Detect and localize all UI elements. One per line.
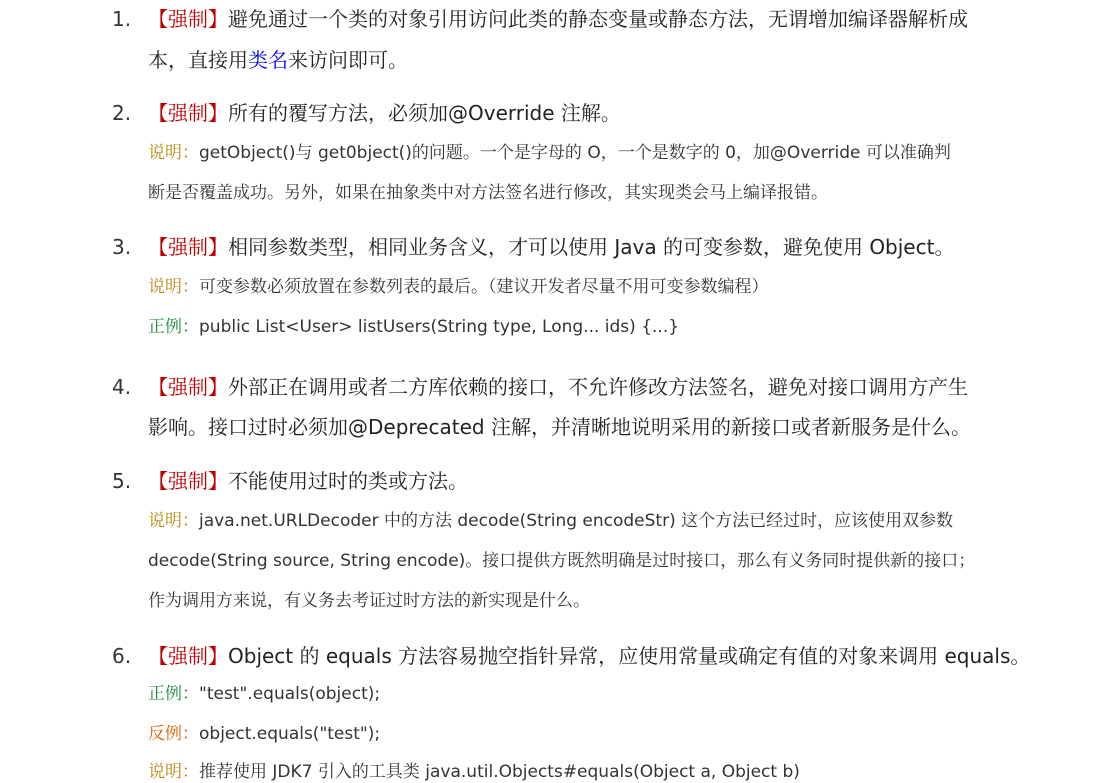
rule-number: 5. [112, 469, 132, 493]
rule-6-positive-example [148, 683, 380, 705]
rule-text: 所有的覆写方法，必须加@Override 注解。 [228, 101, 621, 125]
rule-1-line-1 [148, 7, 968, 31]
force-tag: 【强制】 [148, 644, 228, 668]
rule-3-note-line-1 [148, 276, 769, 298]
rule-2-note-line-1 [148, 142, 951, 164]
rule-text: 相同参数类型，相同业务含义，才可以使用 Java 的可变参数，避免使用 Object。 [228, 235, 955, 259]
force-tag: 【强制】 [148, 375, 228, 399]
rule-2-line-1 [148, 101, 621, 125]
rule-5-line-1 [148, 469, 468, 493]
rule-1-line-2 [148, 48, 408, 72]
negative-example-label: 反例： [148, 724, 199, 744]
rule-5-note-line-1 [148, 510, 953, 532]
rule-6-negative-example [148, 723, 380, 745]
rule-number: 2. [112, 101, 132, 125]
note-text: 推荐使用 JDK7 引入的工具类 java.util.Objects#equals(Object a, Object b) [199, 762, 800, 782]
note-label: 说明： [148, 277, 199, 297]
rule-number: 6. [112, 644, 132, 668]
rule-text: 来访问即可。 [288, 48, 408, 72]
rule-4-line-1 [148, 375, 968, 399]
example-code: "test".equals(object); [199, 684, 381, 704]
rule-6-note-line-1-partial [148, 761, 800, 783]
rule-6-line-1 [148, 644, 1030, 668]
rule-text: 不能使用过时的类或方法。 [228, 469, 468, 493]
rule-5-note-line-2: decode(String source, String encode)。接口提供方既然明确是过时接口，那么有义务同时提供新的接口； [148, 551, 976, 571]
note-text: getObject()与 get0bject()的问题。一个是字母的 O，一个是数字的 0，加@Override 可以准确判 [199, 143, 951, 163]
rule-text: 外部正在调用或者二方库依赖的接口，不允许修改方法签名，避免对接口调用方产生 [228, 375, 968, 399]
rule-number: 3. [112, 235, 132, 259]
note-label: 说明： [148, 511, 199, 531]
rule-text: 本，直接用 [148, 48, 248, 72]
force-tag: 【强制】 [148, 235, 228, 259]
note-label: 说明： [148, 762, 199, 782]
force-tag: 【强制】 [148, 7, 228, 31]
example-code: public List<User> listUsers(String type, Long... ids) {...} [199, 317, 680, 337]
class-name-link[interactable]: 类名 [248, 48, 288, 72]
rule-5-note-line-3: 作为调用方来说，有义务去考证过时方法的新实现是什么。 [148, 591, 590, 611]
force-tag: 【强制】 [148, 101, 228, 125]
note-text: 可变参数必须放置在参数列表的最后。（建议开发者尽量不用可变参数编程） [199, 277, 769, 297]
rule-number: 4. [112, 375, 132, 399]
rule-3-line-1 [148, 235, 954, 259]
rule-text: Object 的 equals 方法容易抛空指针异常，应使用常量或确定有值的对象来调用 equals。 [228, 644, 1031, 668]
rule-2-note-line-2: 断是否覆盖成功。另外，如果在抽象类中对方法签名进行修改，其实现类会马上编译报错。 [148, 183, 828, 203]
force-tag: 【强制】 [148, 469, 228, 493]
note-label: 说明： [148, 143, 199, 163]
positive-example-label: 正例： [148, 317, 199, 337]
rule-number: 1. [112, 7, 132, 31]
positive-example-label: 正例： [148, 684, 199, 704]
rule-text: 避免通过一个类的对象引用访问此类的静态变量或静态方法，无谓增加编译器解析成 [228, 7, 968, 31]
example-code: object.equals("test"); [199, 724, 381, 744]
rule-3-positive-example [148, 316, 679, 338]
rule-4-line-2: 影响。接口过时必须加@Deprecated 注解，并清晰地说明采用的新接口或者新服务是什么。 [148, 415, 971, 439]
note-text: java.net.URLDecoder 中的方法 decode(String encodeStr) 这个方法已经过时，应该使用双参数 [199, 511, 954, 531]
